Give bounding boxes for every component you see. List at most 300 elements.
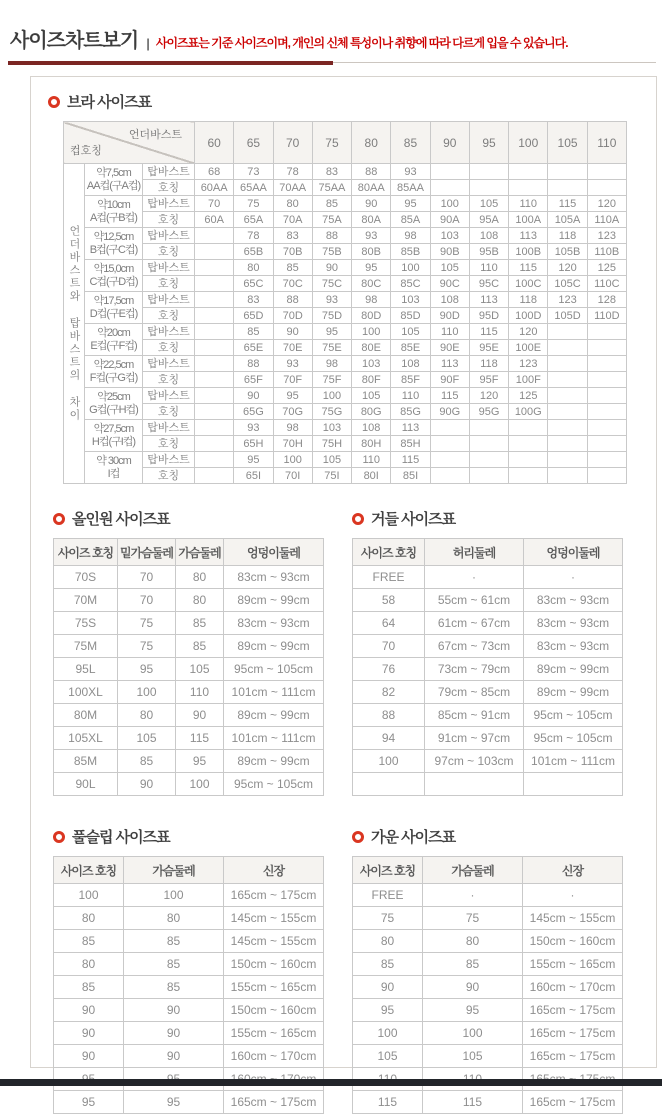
- cell: 90: [124, 999, 224, 1022]
- size-cell: [195, 468, 234, 484]
- size-cell: [195, 324, 234, 340]
- size-cell: [587, 356, 626, 372]
- size-cell: 123: [548, 292, 587, 308]
- row-type-label: 호칭: [143, 340, 195, 356]
- size-cell: 75AA: [312, 180, 351, 196]
- cell: ·: [524, 566, 623, 589]
- size-cell: 80G: [352, 404, 391, 420]
- size-cell: 100: [391, 260, 430, 276]
- size-cell: [430, 468, 469, 484]
- size-cell: 110: [391, 388, 430, 404]
- cup-diff-text: 약27,5cm: [93, 422, 134, 435]
- size-cell: [430, 180, 469, 196]
- size-cell: 85: [273, 260, 312, 276]
- cell: 105: [118, 727, 176, 750]
- table-row: [64, 228, 627, 244]
- cell: 100: [118, 681, 176, 704]
- cell: 70S: [54, 566, 118, 589]
- row-type-label: 탑바스트: [143, 452, 195, 468]
- cell: 165cm ~ 175cm: [523, 1022, 623, 1045]
- cell: 80: [176, 566, 224, 589]
- cell: 75: [118, 612, 176, 635]
- table-row: [54, 1022, 324, 1045]
- size-cell: 100C: [509, 276, 548, 292]
- table-row: [64, 436, 627, 452]
- cell: 85: [124, 976, 224, 999]
- cell: 85cm ~ 91cm: [425, 704, 524, 727]
- table-row: [64, 212, 627, 228]
- size-cell: 75: [234, 196, 273, 212]
- column-header: 사이즈 호칭: [54, 539, 118, 566]
- cell: 83cm ~ 93cm: [524, 612, 623, 635]
- table-row: [353, 681, 623, 704]
- table-row: [353, 704, 623, 727]
- size-cell: 90F: [430, 372, 469, 388]
- size-cell: 85C: [391, 276, 430, 292]
- cell: 80: [176, 589, 224, 612]
- size-cell: 70D: [273, 308, 312, 324]
- cup-name-text: E컵(구F컵): [90, 339, 137, 352]
- red-ring-bullet-icon: [53, 513, 65, 525]
- row-type-label: 탑바스트: [143, 356, 195, 372]
- cell: 150cm ~ 160cm: [224, 999, 324, 1022]
- size-cell: 95F: [469, 372, 508, 388]
- table-row: [353, 750, 623, 773]
- tables-row-2: [53, 826, 656, 1114]
- cup-name-text: D컵(구E컵): [89, 307, 138, 320]
- size-cell: [587, 164, 626, 180]
- size-cell: 100A: [509, 212, 548, 228]
- size-cell: 103: [312, 420, 351, 436]
- section-title: 거들 사이즈표: [371, 511, 456, 528]
- table-row: [64, 340, 627, 356]
- underbust-column-header: 60: [195, 122, 234, 164]
- size-cell: 80H: [352, 436, 391, 452]
- cell: 165cm ~ 175cm: [523, 999, 623, 1022]
- size-cell: [548, 340, 587, 356]
- size-cell: 70B: [273, 244, 312, 260]
- table-row: [64, 308, 627, 324]
- section-allinone: [53, 508, 323, 796]
- cell: 91cm ~ 97cm: [425, 727, 524, 750]
- size-cell: 100: [352, 324, 391, 340]
- size-cell: 113: [391, 420, 430, 436]
- size-cell: 125: [509, 388, 548, 404]
- cell: 75: [423, 907, 523, 930]
- column-header: 가슴둘레: [124, 857, 224, 884]
- table-row: [54, 566, 324, 589]
- underbust-column-header: 95: [469, 122, 508, 164]
- size-cell: 80F: [352, 372, 391, 388]
- row-type-label: 탑바스트: [143, 196, 195, 212]
- cup-name-text: B컵(구C컵): [89, 243, 138, 256]
- table-row: [64, 404, 627, 420]
- cell: 76: [353, 658, 425, 681]
- size-cell: [587, 372, 626, 388]
- size-cell: 85I: [391, 468, 430, 484]
- table-row: [353, 589, 623, 612]
- cell: ·: [423, 884, 523, 907]
- cell: 115: [353, 1091, 423, 1114]
- size-cell: [587, 324, 626, 340]
- size-cell: 115: [391, 452, 430, 468]
- column-header: 사이즈 호칭: [353, 539, 425, 566]
- size-cell: 105: [352, 388, 391, 404]
- cell: 95: [118, 658, 176, 681]
- cell: 165cm ~ 175cm: [224, 884, 324, 907]
- size-cell: 85E: [391, 340, 430, 356]
- table-row: [353, 658, 623, 681]
- size-cell: 90A: [430, 212, 469, 228]
- row-type-label: 호칭: [143, 308, 195, 324]
- size-cell: [548, 468, 587, 484]
- size-cell: [509, 420, 548, 436]
- size-cell: 70: [195, 196, 234, 212]
- section-fullslip: [53, 826, 323, 1114]
- table-row: [353, 1022, 623, 1045]
- cell: 80: [54, 953, 124, 976]
- size-cell: [509, 468, 548, 484]
- cell: 95cm ~ 105cm: [224, 773, 324, 796]
- cell: 90: [176, 704, 224, 727]
- size-cell: 80E: [352, 340, 391, 356]
- fullslip-size-table: [53, 856, 324, 1114]
- cup-diff-text: 약15,0cm: [93, 262, 134, 275]
- cell: 95: [54, 1091, 124, 1114]
- table-row: [353, 930, 623, 953]
- size-cell: 105: [469, 196, 508, 212]
- size-cell: 110: [469, 260, 508, 276]
- cell: 61cm ~ 67cm: [425, 612, 524, 635]
- size-cell: 100B: [509, 244, 548, 260]
- section-title: 올인원 사이즈표: [72, 511, 170, 528]
- size-cell: [548, 404, 587, 420]
- size-cell: [195, 244, 234, 260]
- underbust-column-header: 75: [312, 122, 351, 164]
- column-header: 가슴둘레: [176, 539, 224, 566]
- size-cell: 85B: [391, 244, 430, 260]
- section-bra-title-row: [48, 91, 656, 112]
- size-cell: [548, 372, 587, 388]
- cell: 100: [176, 773, 224, 796]
- size-cell: 95: [312, 324, 351, 340]
- size-cell: 93: [391, 164, 430, 180]
- size-cell: [587, 180, 626, 196]
- cell: 85: [353, 953, 423, 976]
- size-cell: 95G: [469, 404, 508, 420]
- cell: 70: [118, 589, 176, 612]
- size-cell: 93: [234, 420, 273, 436]
- size-cell: 95D: [469, 308, 508, 324]
- cup-label: [85, 260, 143, 292]
- cell: 155cm ~ 165cm: [224, 976, 324, 999]
- cell: 145cm ~ 155cm: [224, 907, 324, 930]
- size-cell: [509, 180, 548, 196]
- size-cell: [430, 164, 469, 180]
- size-cell: 88: [273, 292, 312, 308]
- section-allinone-title-row: [53, 508, 323, 529]
- size-cell: 78: [273, 164, 312, 180]
- table-row: [353, 976, 623, 999]
- cell: 95: [176, 750, 224, 773]
- size-cell: 98: [352, 292, 391, 308]
- row-type-label: 호칭: [143, 436, 195, 452]
- cell: 80: [423, 930, 523, 953]
- size-cell: 70H: [273, 436, 312, 452]
- size-cell: 68: [195, 164, 234, 180]
- header-divider: [0, 61, 662, 66]
- size-cell: 65AA: [234, 180, 273, 196]
- cup-name-text: G컵(구H컵): [89, 403, 138, 416]
- size-cell: 105: [312, 452, 351, 468]
- size-cell: [430, 436, 469, 452]
- section-gown: [352, 826, 623, 1114]
- size-cell: 108: [391, 356, 430, 372]
- table-row: [54, 612, 324, 635]
- cell: 83cm ~ 93cm: [224, 566, 324, 589]
- table-row: [353, 773, 623, 796]
- size-cell: 65C: [234, 276, 273, 292]
- girdle-size-table: [352, 538, 623, 796]
- size-cell: [195, 340, 234, 356]
- table-row: [64, 196, 627, 212]
- bra-size-table: [63, 121, 627, 484]
- size-cell: 93: [352, 228, 391, 244]
- corner-underbust-label: 언더바스트: [128, 129, 183, 141]
- size-cell: [195, 452, 234, 468]
- cell: 155cm ~ 165cm: [224, 1022, 324, 1045]
- page-note: 사이즈표는 기준 사이즈이며, 개인의 신체 특성이나 취향에 따라 다르게 입을 수 있습니다.: [155, 36, 568, 50]
- size-cell: 75B: [312, 244, 351, 260]
- table-row: [54, 704, 324, 727]
- size-cell: 115: [430, 388, 469, 404]
- size-cell: [195, 356, 234, 372]
- size-cell: [587, 452, 626, 468]
- underbust-column-header: 110: [587, 122, 626, 164]
- column-header: 사이즈 호칭: [54, 857, 124, 884]
- size-cell: [548, 164, 587, 180]
- size-cell: 90: [312, 260, 351, 276]
- cell: 90: [118, 773, 176, 796]
- cup-name-text: AA컵(구A컵): [86, 179, 141, 192]
- table-row: [54, 589, 324, 612]
- size-cell: [195, 388, 234, 404]
- cell: 80: [118, 704, 176, 727]
- size-cell: 123: [587, 228, 626, 244]
- size-cell: 95: [352, 260, 391, 276]
- size-cell: [548, 356, 587, 372]
- size-cell: 80AA: [352, 180, 391, 196]
- corner-cup-label: 컵호칭: [70, 145, 102, 157]
- cell: FREE: [353, 566, 425, 589]
- size-cell: 118: [548, 228, 587, 244]
- size-cell: 105D: [548, 308, 587, 324]
- cell: 105XL: [54, 727, 118, 750]
- cell: 95cm ~ 105cm: [224, 658, 324, 681]
- cup-label: [85, 388, 143, 420]
- size-cell: [430, 452, 469, 468]
- cell: 100XL: [54, 681, 118, 704]
- cell: 160cm ~ 170cm: [224, 1045, 324, 1068]
- size-cell: [587, 468, 626, 484]
- cell: 82: [353, 681, 425, 704]
- row-type-label: 탑바스트: [143, 228, 195, 244]
- size-cell: 100D: [509, 308, 548, 324]
- cell: 79cm ~ 85cm: [425, 681, 524, 704]
- cell: 85: [124, 953, 224, 976]
- size-cell: 95A: [469, 212, 508, 228]
- size-cell: 60A: [195, 212, 234, 228]
- row-type-label: 호칭: [143, 180, 195, 196]
- cell: 101cm ~ 111cm: [524, 750, 623, 773]
- cell: 73cm ~ 79cm: [425, 658, 524, 681]
- underbust-column-header: 105: [548, 122, 587, 164]
- cell: 75S: [54, 612, 118, 635]
- cup-name-text: H컵(구I컵): [91, 435, 136, 448]
- column-header: 신장: [523, 857, 623, 884]
- row-type-label: 호칭: [143, 468, 195, 484]
- cell: 70: [118, 566, 176, 589]
- column-header: 엉덩이둘레: [224, 539, 324, 566]
- size-cell: 103: [430, 228, 469, 244]
- size-cell: 65D: [234, 308, 273, 324]
- row-type-label: 호칭: [143, 404, 195, 420]
- cup-diff-text: 약20cm: [97, 326, 130, 339]
- cell: 85: [176, 612, 224, 635]
- size-cell: [195, 228, 234, 244]
- table-row: [64, 388, 627, 404]
- size-cell: 75E: [312, 340, 351, 356]
- size-cell: 100: [273, 452, 312, 468]
- cell: 95cm ~ 105cm: [524, 727, 623, 750]
- cell: 115: [176, 727, 224, 750]
- table-row: [64, 292, 627, 308]
- underbust-topbust-diff-label: 언더바스트와 탑바스트의 차이: [64, 164, 85, 484]
- cup-name-text: A컵(구B컵): [90, 211, 137, 224]
- size-cell: 108: [469, 228, 508, 244]
- size-cell: 90D: [430, 308, 469, 324]
- cell: 100: [353, 750, 425, 773]
- cell: 95L: [54, 658, 118, 681]
- size-cell: [469, 164, 508, 180]
- size-cell: [430, 420, 469, 436]
- size-cell: 103: [352, 356, 391, 372]
- row-type-label: 탑바스트: [143, 420, 195, 436]
- header-row: [353, 539, 623, 566]
- size-cell: 90G: [430, 404, 469, 420]
- size-cell: 105C: [548, 276, 587, 292]
- size-cell: 88: [312, 228, 351, 244]
- underbust-column-header: 80: [352, 122, 391, 164]
- size-cell: 103: [391, 292, 430, 308]
- size-cell: 105: [391, 324, 430, 340]
- cell: 70: [353, 635, 425, 658]
- divider-dark-line: [8, 61, 333, 65]
- size-cell: 110: [352, 452, 391, 468]
- size-cell: 70I: [273, 468, 312, 484]
- page-title: 사이즈차트보기: [10, 30, 139, 52]
- cup-label: [85, 228, 143, 260]
- cell: 85: [54, 930, 124, 953]
- cell: ·: [425, 566, 524, 589]
- size-cell: [548, 420, 587, 436]
- table-row: [353, 612, 623, 635]
- size-cell: 100: [312, 388, 351, 404]
- size-cell: 100F: [509, 372, 548, 388]
- table-row: [353, 907, 623, 930]
- size-cell: 120: [469, 388, 508, 404]
- table-row: [54, 953, 324, 976]
- size-cell: 65I: [234, 468, 273, 484]
- row-type-label: 호칭: [143, 244, 195, 260]
- cell: 67cm ~ 73cm: [425, 635, 524, 658]
- size-cell: 90B: [430, 244, 469, 260]
- table-row: [64, 164, 627, 180]
- cell: 80: [124, 907, 224, 930]
- cell: 89cm ~ 99cm: [224, 589, 324, 612]
- cell: 88: [353, 704, 425, 727]
- size-cell: 118: [509, 292, 548, 308]
- size-cell: 75G: [312, 404, 351, 420]
- cell: 95: [353, 999, 423, 1022]
- cell: 90L: [54, 773, 118, 796]
- cup-label: [85, 292, 143, 324]
- table-row: [54, 999, 324, 1022]
- size-cell: 113: [509, 228, 548, 244]
- size-cell: 70G: [273, 404, 312, 420]
- size-cell: 80C: [352, 276, 391, 292]
- size-cell: [587, 420, 626, 436]
- size-cell: 80: [234, 260, 273, 276]
- size-cell: 75F: [312, 372, 351, 388]
- cell: 85: [176, 635, 224, 658]
- size-cell: [195, 404, 234, 420]
- size-cell: 65G: [234, 404, 273, 420]
- size-cell: 110: [430, 324, 469, 340]
- size-cell: 70F: [273, 372, 312, 388]
- table-row: [64, 324, 627, 340]
- header-row: [54, 857, 324, 884]
- cell: [524, 773, 623, 796]
- size-cell: 90E: [430, 340, 469, 356]
- section-girdle: [352, 508, 623, 796]
- section-title: 풀슬립 사이즈표: [72, 829, 170, 846]
- section-bra: [31, 77, 656, 484]
- size-cell: [195, 292, 234, 308]
- table-row: [353, 953, 623, 976]
- size-cell: 90C: [430, 276, 469, 292]
- cup-label: [85, 164, 143, 196]
- cell: 165cm ~ 175cm: [523, 1045, 623, 1068]
- table-row: [54, 1045, 324, 1068]
- size-cell: 110A: [587, 212, 626, 228]
- cell: 58: [353, 589, 425, 612]
- cell: 55cm ~ 61cm: [425, 589, 524, 612]
- section-title: 가운 사이즈표: [371, 829, 456, 846]
- underbust-column-header: 90: [430, 122, 469, 164]
- size-cell: 65F: [234, 372, 273, 388]
- section-title: 브라 사이즈표: [67, 94, 152, 111]
- size-cell: 80B: [352, 244, 391, 260]
- cell: 115: [423, 1091, 523, 1114]
- size-cell: 105B: [548, 244, 587, 260]
- cell: 90: [54, 1022, 124, 1045]
- size-cell: 80: [273, 196, 312, 212]
- cell: 100: [124, 884, 224, 907]
- cup-diff-text: 약7,5cm: [96, 166, 131, 179]
- red-ring-bullet-icon: [48, 96, 60, 108]
- size-cell: 115: [548, 196, 587, 212]
